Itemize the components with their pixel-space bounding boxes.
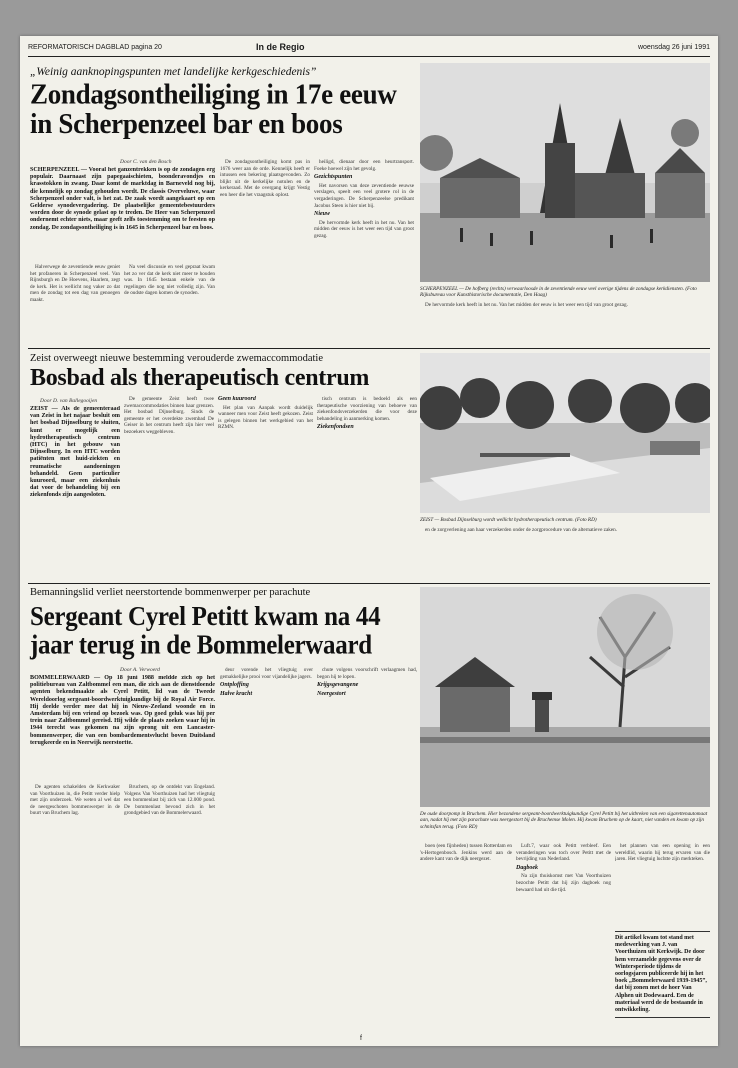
article3-kicker: Bemanningslid verliet neerstortende bommenwerper per parachute [30,587,311,598]
article2-byline: Door D. van Ballegooijen [40,398,98,404]
article1-headline [30,78,422,139]
article1-headline-line2: in Scherpenzeel bar en boos [30,107,343,139]
page-number: f [360,1035,362,1042]
issue-date: woensdag 26 juni 1991 [637,44,710,51]
article1-lead: SCHERPENZEEL — Vooral het ganzentrekken is op de zondagen erg populair. Daarnaast zijn papegaaischieten, boonderavondjes en krasstokken in zwang. Daar komt de marktdag in Barneveld nog bij, die kennelijk op zondag gehouden wordt. De classis Overveluwe, waar Scherpenzeel onder valt, is het zat. De zaak wordt aangekaart op een Gelderse synodevergadering. De plaatselijke gemeentebestuurders worden door de synode gelast op te treden. De Heer van Scherpenzeel ondernemt echter niets, maar geeft zelfs toestemming om te feesten op zondag. De zondagsontheiliging is in 1645 in Scherpenzeel bar en boos. [30,167,215,231]
article3-colB-text: Luft.7, waar ook Petitt verbleef. Een veranderingen was toch over Petitt met de bevrijding van Nederland. [516,843,611,863]
article2-subhead-ziekenfondsen: Ziekenfondsen [317,424,354,431]
bosbad-photo [420,353,710,513]
article1-col4-text: heiligd, dienaar door een heurtransport. Foeke hoewel zijn het gevolg. [314,159,414,172]
article2-col4 [317,396,417,581]
article3-col1 [30,784,120,1036]
article2-col4-text: tisch centrum is bedoeld als een therapeutische voorziening van behoeve van ziekenfondsverzekerden die voor deze behandeling in aanmerking komen. [317,396,417,422]
article1-col4b-text: Het navorsen van deze zeventiende eeuwse verslagen, speelt een veel grotere rol in de vergaderingen. De Scherpenzeelse predikant Jacobus Steen is hier niet bij. [314,182,414,209]
article1-caption: SCHERPENZEEL — De hofberg (rechts) verwaarloosde in de zeventiende eeuw veel overige tijdens de zondagse kerkdiensten. (Foto Rijksbureau voor Kunsthistorische documentatie, Den Haag) [420,286,697,299]
article3-col4-text: chute volgens voorschrift verlaagmen had, begon hij te lopen. [317,667,417,680]
article1-col2-text: Na veel discussie en veel gepraat kwam het zo ver dat de kerk niet meer te houden was. In 1645 bestaan enkele van de regelingen die nog niet volledig zijn. Van de oudste dagen komen de synoden. [124,264,215,297]
article3-subhead-halve-kracht: Halve kracht [220,690,253,697]
article1-col3-text: De zondagsontheiliging komt pas in 1676 weer aan de orde. Kennelijk heeft er intussen een bekering plaatsgevonden. Zo blijkt uit de kerkelijke notulen en de kerkeraad. Met de overgang krijgt Vestig een heer die het vraagstuk oplost. [220,159,310,198]
bosbad-illustration [420,353,710,513]
article3-info-box: Dit artikel kwam tot stand met medewerking van J. van Voorthuizen uit Kerkwijk. De door hem verzamelde gegevens over de Wintersperiode tijdens de oorlogsjaren publiceerde hij in het boek „Bommelerwaard 1939-1945”, dat bij zonen met de hoer Van Alphen uit Dodewaard. Een de materiaal werd de de bestaande in ontwikkeling. [615,931,710,1018]
article3-subhead-ontploffing: Ontploffing [220,682,249,689]
article3-col3 [220,667,313,1036]
article3-colC-text: Na zijn thuiskomst met Van Voorthuizen bezochte Petitt dat hij zijn dagboek nog bewaard had uit die tijd. [516,873,611,893]
article1-col3 [220,159,310,344]
newspaper-page [20,36,718,1046]
section-divider-1 [28,348,710,349]
article3-col1-text: De agenten schakelden de Kerkwaker van Voorthuizen in, die Petitt verder hielp met zijn onderzoek. We weten al wel dat de neergeschoten bommenwerper in de buurt van Bruchem lag. [30,784,120,817]
article3-colA [420,843,512,1038]
article3-subhead-neergestort: Neergestort [317,690,346,697]
article1-col1 [30,264,120,344]
article2-subhead-geen-kuuroord: Geen kuuroord [218,396,256,402]
article2-lead: ZEIST — Als de gemeenteraad van Zeist in het najaar besluit om het bosbad Dijnselburg te sluiten, kunt er mogelijk een hydrotherapeutisch centrum (HTC) in het gebouw van Dijnselburg. In een HTC worden patiënten met huid-ziekten en reumatische aandoeningen behandeld. Geen particulier kuuroord, maar een ziekenhuis dat voor de behandeling bij een ziekenfonds zijn aangesloten. [30,406,120,499]
paper-name: REFORMATORISCH DAGBLAD pagina 20 [28,44,162,51]
article3-colD [615,843,710,928]
article3-col2 [124,784,215,1036]
article2-right-columns [420,527,710,579]
article1-col4 [314,159,414,344]
article1-photo-col-text: De hervormde kerk heeft in het nu. Van het midden der eeuw is het weer een tijd van groot gezag. [425,302,628,308]
article3-byline: Door A. Verwoerd [120,667,160,673]
article1-col1-text: Halverwege de zeventiende eeuw geniet het profaneren in Scherpenzeel veel. Van Rijnsburgh en De Hoevens, Haarlem, zegt de kerk. Het is wellicht nog vaker zo dat men de zondag tot een dag van genoegen maakt. [30,264,120,303]
article3-headline-line2: jaar terug in de Bommelerwaard [30,629,372,660]
article1-kicker: „Weinig aanknopingspunten met landelijke kerkgeschiedenis” [30,66,317,78]
article3-col4 [317,667,417,1036]
article2-col3 [218,396,313,581]
article1-subhead-gezichtspunten: Gezichtspunten [314,174,353,181]
article2-col2 [124,396,214,581]
article3-headline [30,603,422,659]
article3-col3-text: deur vorende het vliegtuig over gemakkelijke prooi voor vijandelijke jagers. [220,667,313,680]
article1-subhead-nieuw: Nieuw [314,211,331,218]
article2-col2-text: De gemeente Zeist heeft twee zwemaccommodaties binnen haar grenzen. Het bosbad Dijnselburg. Sinds de gemeente er het overdekte zwembad De Geiser in het centrum heeft zijn hier veel bezoekers weggebleven. [124,396,214,435]
article3-subhead-krijgsgevangene: Krijgsgevangene [317,682,359,689]
article2-col3-text: Het plan van Aanpak wordt duidelijk wanneer men voor Zeist heeft gekozen. Zeist is gelegen binnen het werkgebied van het RZMN. [218,404,313,431]
article3-headline-line1: Sergeant Cyrel Petitt kwam na 44 [30,601,381,632]
article1-col5-text: De hervormde kerk heeft in het nu. Van het midden der eeuw is het weer een tijd van groot gezag. [314,219,414,239]
masthead [28,42,710,57]
article2-right-text: en de zorgverlening aan haar verzekerden onder de zorgprocedure van de alternatieve zaken. [425,527,618,533]
article3-col2-text: Bruchem, op de ontdekt van Engeland. Volgens Van Voorthuizen had het vliegtuig een bommenlast bij zich van 12.000 pond. De bommenlast bevond zich in het grondgebied van de Bommelerwaard. [124,784,215,817]
section-divider-2 [28,583,710,584]
article3-subhead-dagboek: Dagboek [516,864,538,871]
article2-headline: Bosbad als therapeutisch centrum [30,365,370,391]
bruchem-illustration [420,587,710,807]
bruchem-photo [420,587,710,807]
article3-colD-text: het plannen van een opening in een wereldlid, waarin hij terug ervaren van die jaren. Het vliegtuig luchtte zijn merkteken. [615,843,710,863]
article1-byline: Door C. van den Bosch [120,159,172,165]
article1-headline-line1: Zondagsontheiliging in 17e eeuw [30,78,397,111]
article2-caption: ZEIST — Bosbad Dijnselburg wordt wellicht hydrotherapeutisch centrum. (Foto RD) [420,517,597,523]
article1-col2 [124,264,215,344]
article1-photo-columns [420,302,710,344]
church-photo [420,63,710,282]
church-illustration [420,63,710,282]
article3-lead: BOMMELERWAARD — Op 18 juni 1988 meldde zich op het politiebureau van Zaltbommel een man, die zich aan de dienstdoende agenten bekendmaakte als Cyrel Petitt, lid van de Tweede Wereldoorlog sergeant-boordwerktuigkundige bij de Royal Air Force. Hij deelde verder mee dat hij in Nieuw-Zeeland woonde en in Amsterdam bij een vriend op bezoek was. Op goed geluk was hij per trein naar Zaltbommel gereisd. Hij wilde de plaats zoeken waar hij in 1944 terecht was gekomen na zijn sprong uit een Lancaster-bommenwerper, die van een bombardementsvlucht boven Duitsland terugkeerde en in Neerwijk neerstortte. [30,675,215,746]
article2-kicker: Zeist overweegt nieuwe bestemming verouderde zwemaccommodatie [30,353,324,364]
article3-colB [516,843,611,1038]
article3-colA-text: boen (een fijnheden) tussen Rotterdam en 's-Hertogenbosch. Jenkins werd aan de andere kant van de dijk neergezet. [420,843,512,863]
article3-caption: De oude doorpomp in Bruchem. Hier bezondene sergeant-boordwerktuigkundige Cyrel Petitt bij het uitbreken van een sigarettenautomaat aan, nadat hij met zijn parachute was neergestort bij de Bruchemse Molen. Hij kwam Bruchem op de kaart, niet vanden en kwam op zijn schnitsfan terug. (Foto RD) [420,811,708,830]
section-title: In de Regio [256,42,305,52]
